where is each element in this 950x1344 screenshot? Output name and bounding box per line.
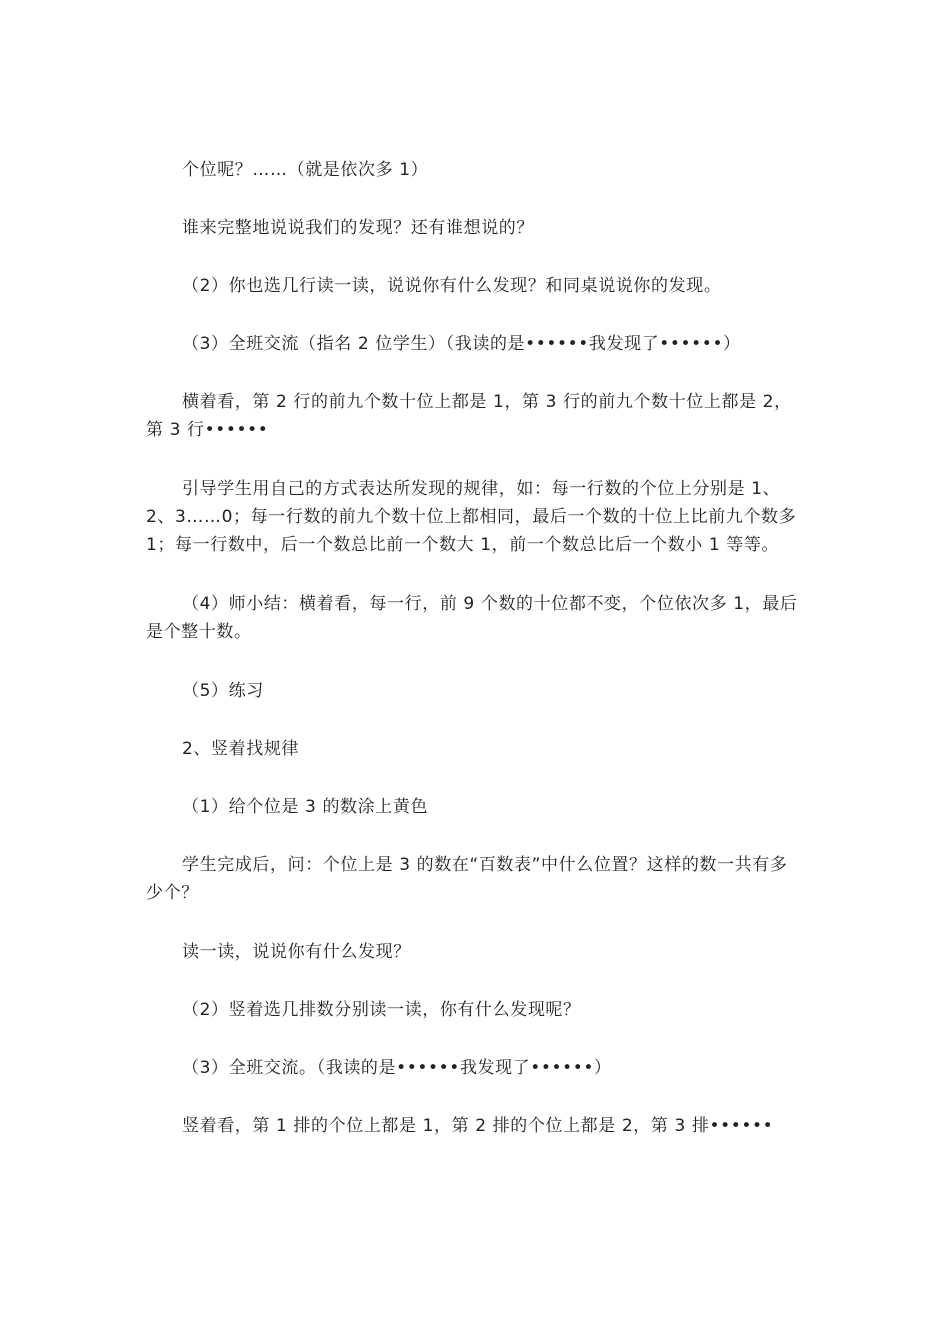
- paragraph: （4）师小结：横着看，每一行，前 9 个数的十位都不变，个位依次多 1，最后是个整十数。: [146, 594, 798, 642]
- paragraph: 横着看，第 2 行的前九个数十位上都是 1，第 3 行的前九个数十位上都是 2，第 3 行••••••: [146, 392, 792, 440]
- paragraph: （3）全班交流（指名 2 位学生）（我读的是••••••我发现了••••••）: [182, 334, 741, 354]
- paragraph: 2、竖着找规律: [182, 739, 300, 759]
- paragraph: （2）你也选几行读一读，说说你有什么发现？和同桌说说你的发现。: [182, 276, 722, 296]
- paragraph: 竖着看，第 1 排的个位上都是 1，第 2 排的个位上都是 2，第 3 排••••••: [182, 1116, 774, 1136]
- paragraph: 谁来完整地说说我们的发现？还有谁想说的？: [182, 218, 534, 238]
- document-body: [146, 156, 804, 1140]
- paragraph: （3）全班交流。（我读的是••••••我发现了••••••）: [182, 1058, 612, 1078]
- paragraph: 引导学生用自己的方式表达所发现的规律，如：每一行数的个位上分别是 1、2、3……0；每一行数的前九个数十位上都相同，最后一个数的十位上比前九个数多 1；每一行数中，后一个数总比前一个数大 1，前一个数总比后一个数小 1 等等。: [146, 479, 797, 555]
- paragraph: 个位呢？……（就是依次多 1）: [182, 160, 429, 180]
- paragraph: （2）竖着选几排数分别读一读，你有什么发现呢？: [182, 1000, 581, 1020]
- paragraph: （1）给个位是 3 的数涂上黄色: [182, 797, 429, 817]
- paragraph: 读一读，说说你有什么发现？: [182, 942, 411, 962]
- paragraph: （5）练习: [182, 681, 264, 701]
- paragraph: 学生完成后，问：个位上是 3 的数在“百数表”中什么位置？这样的数一共有多少个？: [146, 855, 788, 903]
